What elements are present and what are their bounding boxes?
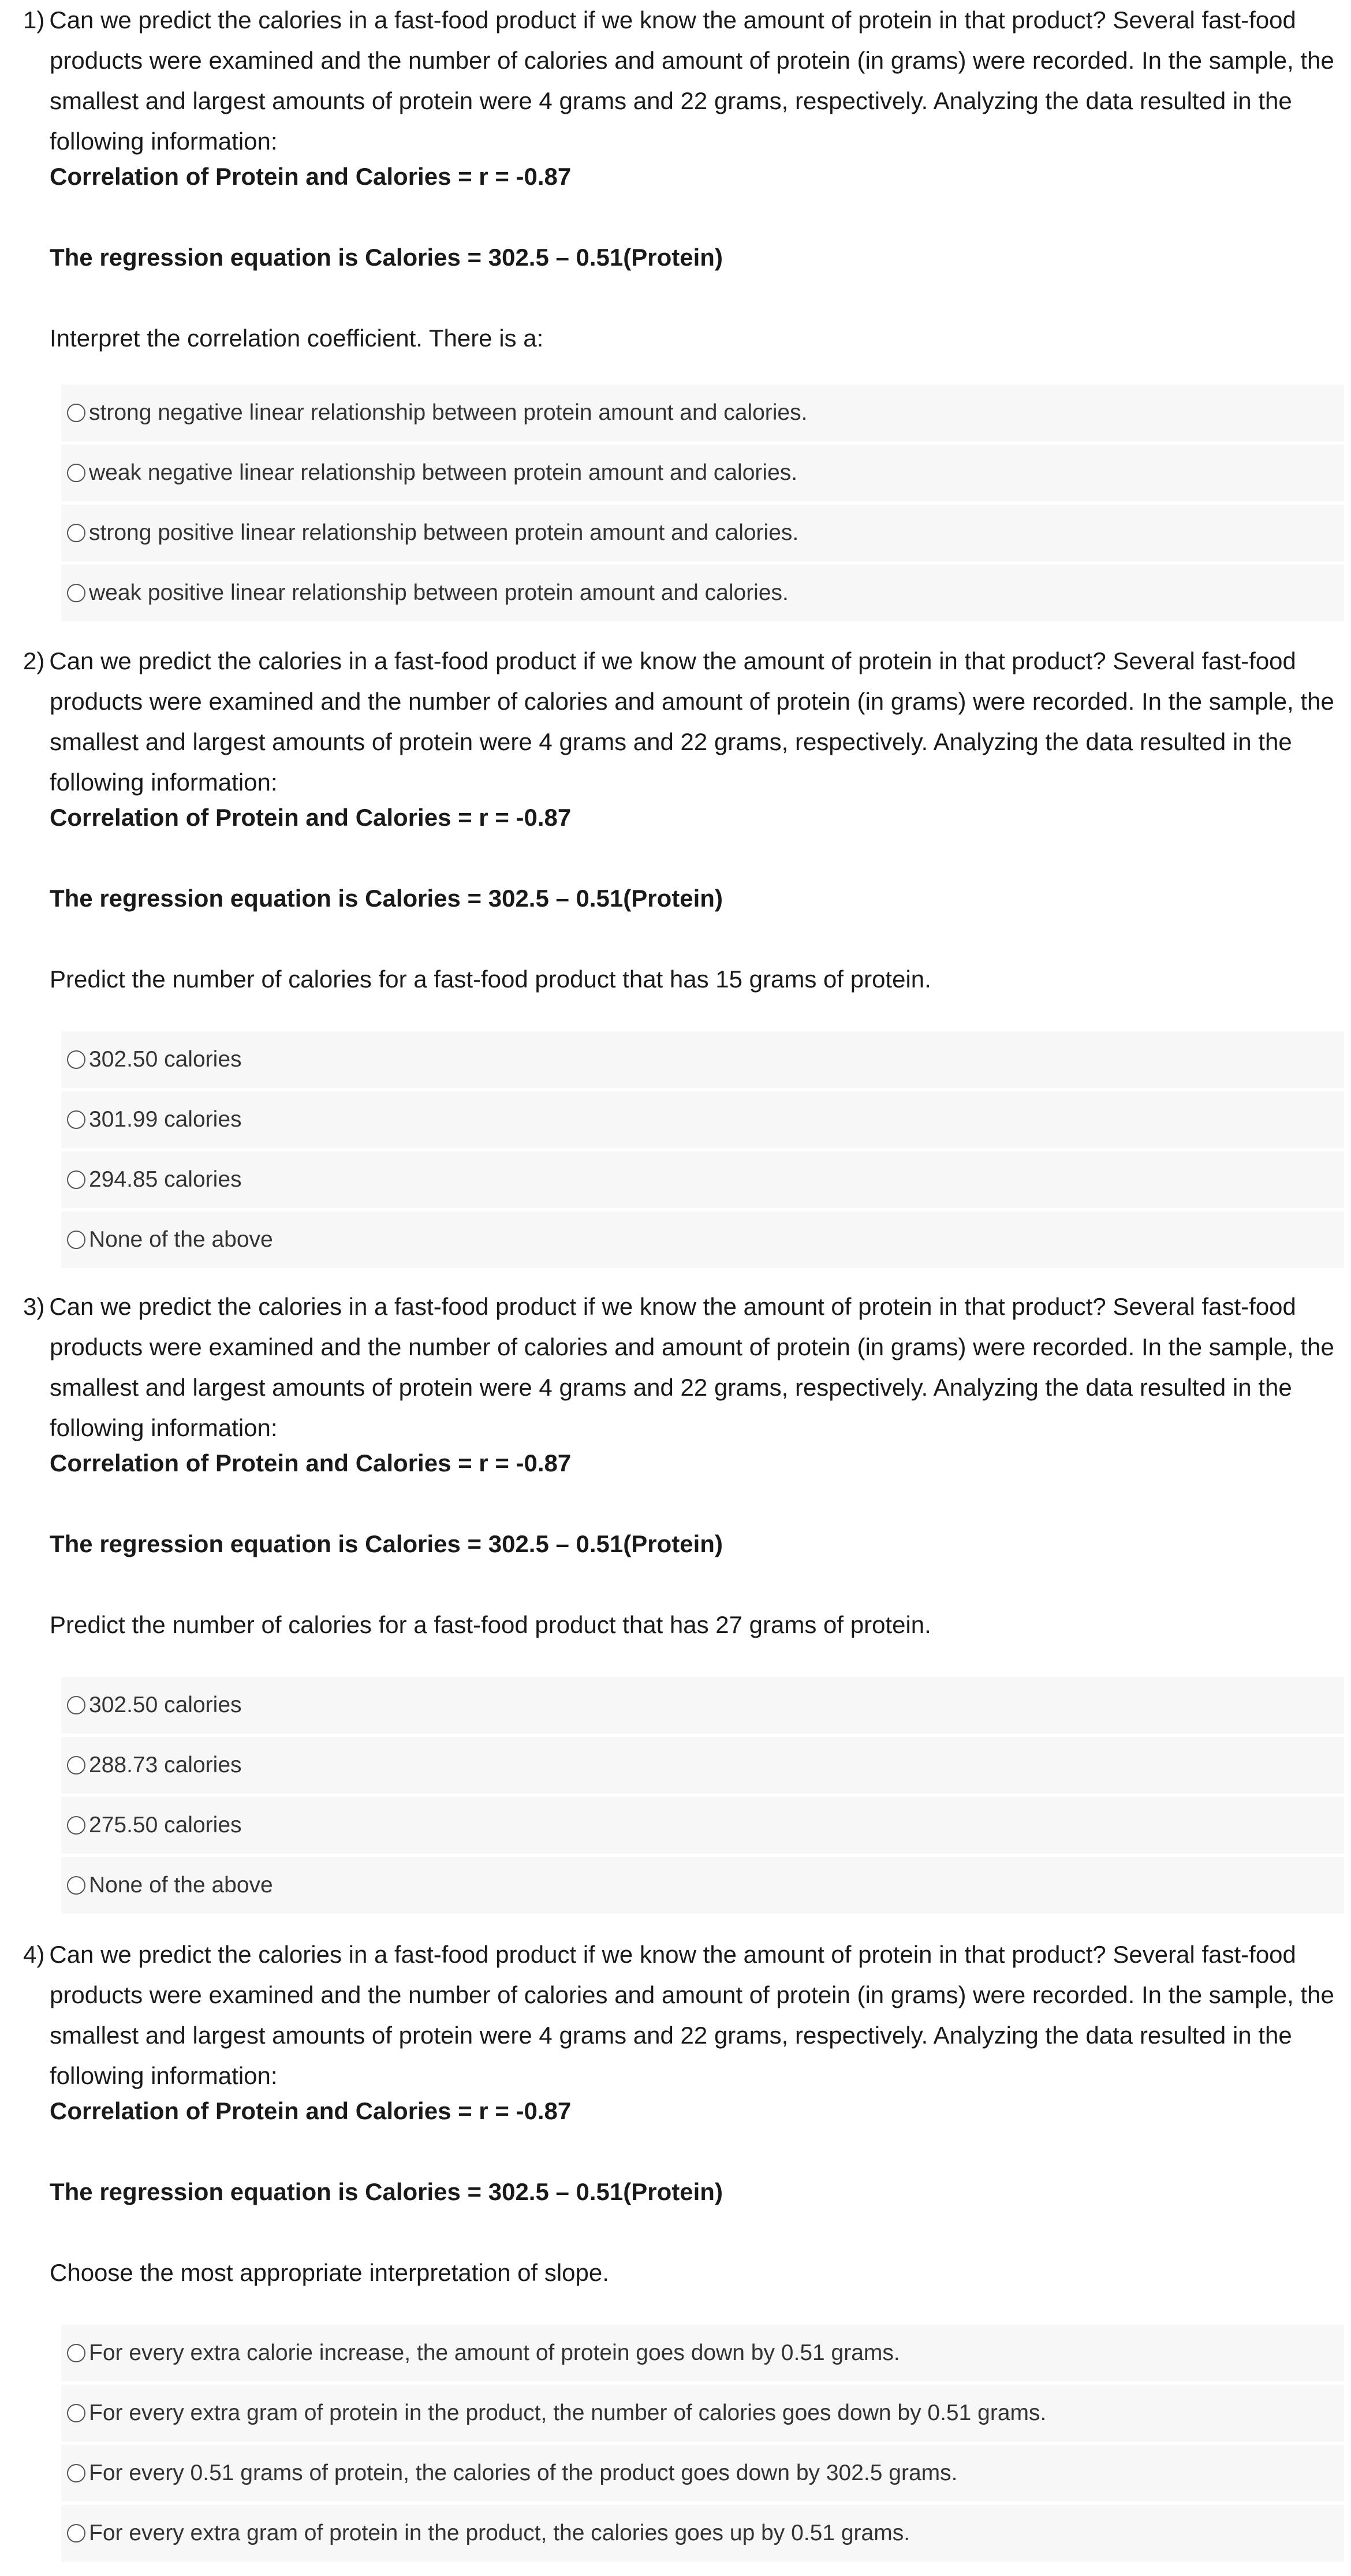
question-prompt: Predict the number of calories for a fast-food product that has 27 grams of protein. — [50, 1611, 931, 1638]
answer-option-label: strong positive linear relationship between protein amount and calories. — [89, 520, 799, 545]
radio-button-icon[interactable] — [67, 1110, 85, 1129]
answer-option[interactable] — [61, 1091, 1344, 1148]
question-stem — [23, 1934, 1351, 2096]
answer-option[interactable] — [61, 1797, 1344, 1854]
correlation-info: Correlation of Protein and Calories = r = -0.87 — [50, 163, 572, 190]
radio-button-icon[interactable] — [67, 2524, 85, 2543]
answer-option[interactable] — [61, 2505, 1344, 2562]
radio-button-icon[interactable] — [67, 1756, 85, 1775]
answer-option-label: 302.50 calories — [89, 1693, 242, 1717]
answer-option-label: 302.50 calories — [89, 1047, 242, 1072]
answer-option[interactable] — [61, 1857, 1344, 1914]
answer-option-label: 294.85 calories — [89, 1167, 242, 1192]
answer-option[interactable] — [61, 2445, 1344, 2502]
answer-option-label: 288.73 calories — [89, 1753, 242, 1777]
question-prompt: Choose the most appropriate interpretation of slope. — [50, 2259, 609, 2286]
answer-option[interactable] — [61, 1211, 1344, 1268]
question-number: 3) — [23, 1293, 45, 1320]
radio-button-icon[interactable] — [67, 1231, 85, 1249]
radio-button-icon[interactable] — [67, 2404, 85, 2422]
question-4 — [0, 1934, 1351, 2570]
answer-option-label: 275.50 calories — [89, 1813, 242, 1837]
answer-option[interactable] — [61, 505, 1344, 561]
answer-option[interactable] — [61, 2325, 1344, 2381]
answer-option[interactable] — [61, 1677, 1344, 1734]
answer-option[interactable] — [61, 2385, 1344, 2441]
radio-button-icon[interactable] — [67, 1050, 85, 1069]
radio-button-icon[interactable] — [67, 584, 85, 602]
radio-button-icon[interactable] — [67, 404, 85, 422]
question-2 — [0, 641, 1351, 1276]
question-prompt: Interpret the correlation coefficient. There is a: — [50, 325, 544, 352]
answer-option-label: None of the above — [89, 1873, 273, 1897]
regression-info: The regression equation is Calories = 302.5 – 0.51(Protein) — [50, 1530, 723, 1557]
question-stem — [23, 0, 1351, 162]
regression-info: The regression equation is Calories = 302.5 – 0.51(Protein) — [50, 885, 723, 912]
radio-button-icon[interactable] — [67, 1170, 85, 1189]
answer-option[interactable] — [61, 1151, 1344, 1208]
correlation-info: Correlation of Protein and Calories = r = -0.87 — [50, 2097, 572, 2124]
answer-option-label: strong negative linear relationship between protein amount and calories. — [89, 400, 808, 425]
question-prompt: Predict the number of calories for a fast-food product that has 15 grams of protein. — [50, 965, 931, 993]
answer-option[interactable] — [61, 1031, 1344, 1088]
answer-option[interactable] — [61, 1737, 1344, 1794]
answer-option-label: weak positive linear relationship between protein amount and calories. — [89, 580, 789, 605]
answer-option[interactable] — [61, 385, 1344, 441]
regression-info: The regression equation is Calories = 302.5 – 0.51(Protein) — [50, 244, 723, 271]
answer-option[interactable] — [61, 445, 1344, 501]
radio-button-icon[interactable] — [67, 524, 85, 542]
question-number: 1) — [23, 6, 45, 33]
radio-button-icon[interactable] — [67, 1696, 85, 1714]
question-text: Can we predict the calories in a fast-food product if we know the amount of protein in that product? Several fast-food products were examined and the number of calories and amount of protein (in grams) were recorded. In the sample, the smallest and largest amounts of protein were 4 grams and 22 grams, respectively. Analyzing the data resulted in the following information: — [49, 1941, 1334, 2089]
answer-option[interactable] — [61, 565, 1344, 621]
correlation-info: Correlation of Protein and Calories = r = -0.87 — [50, 1449, 572, 1477]
question-text: Can we predict the calories in a fast-food product if we know the amount of protein in that product? Several fast-food products were examined and the number of calories and amount of protein (in grams) were recorded. In the sample, the smallest and largest amounts of protein were 4 grams and 22 grams, respectively. Analyzing the data resulted in the following information: — [49, 647, 1334, 796]
question-stem — [23, 1287, 1351, 1448]
radio-button-icon[interactable] — [67, 2344, 85, 2362]
question-number: 4) — [23, 1941, 45, 1968]
question-text: Can we predict the calories in a fast-food product if we know the amount of protein in that product? Several fast-food products were examined and the number of calories and amount of protein (in grams) were recorded. In the sample, the smallest and largest amounts of protein were 4 grams and 22 grams, respectively. Analyzing the data resulted in the following information: — [49, 1293, 1334, 1441]
answer-option-label: None of the above — [89, 1227, 273, 1252]
answer-option-label: For every extra calorie increase, the amount of protein goes down by 0.51 grams. — [89, 2340, 900, 2365]
question-stem — [23, 641, 1351, 803]
radio-button-icon[interactable] — [67, 464, 85, 482]
question-number: 2) — [23, 647, 45, 674]
answer-option-label: weak negative linear relationship between protein amount and calories. — [89, 460, 798, 485]
radio-button-icon[interactable] — [67, 1816, 85, 1835]
question-text: Can we predict the calories in a fast-food product if we know the amount of protein in that product? Several fast-food products were examined and the number of calories and amount of protein (in grams) were recorded. In the sample, the smallest and largest amounts of protein were 4 grams and 22 grams, respectively. Analyzing the data resulted in the following information: — [49, 6, 1334, 155]
answer-option-label: For every extra gram of protein in the product, the calories goes up by 0.51 grams. — [89, 2521, 910, 2545]
answer-option-label: For every 0.51 grams of protein, the calories of the product goes down by 302.5 grams. — [89, 2461, 958, 2485]
correlation-info: Correlation of Protein and Calories = r = -0.87 — [50, 804, 572, 831]
answer-option-label: For every extra gram of protein in the product, the number of calories goes down by 0.51 grams. — [89, 2400, 1047, 2425]
radio-button-icon[interactable] — [67, 2464, 85, 2482]
question-1 — [0, 0, 1351, 629]
question-3 — [0, 1287, 1351, 1922]
answer-option-label: 301.99 calories — [89, 1107, 242, 1132]
radio-button-icon[interactable] — [67, 1876, 85, 1895]
regression-info: The regression equation is Calories = 302.5 – 0.51(Protein) — [50, 2178, 723, 2205]
